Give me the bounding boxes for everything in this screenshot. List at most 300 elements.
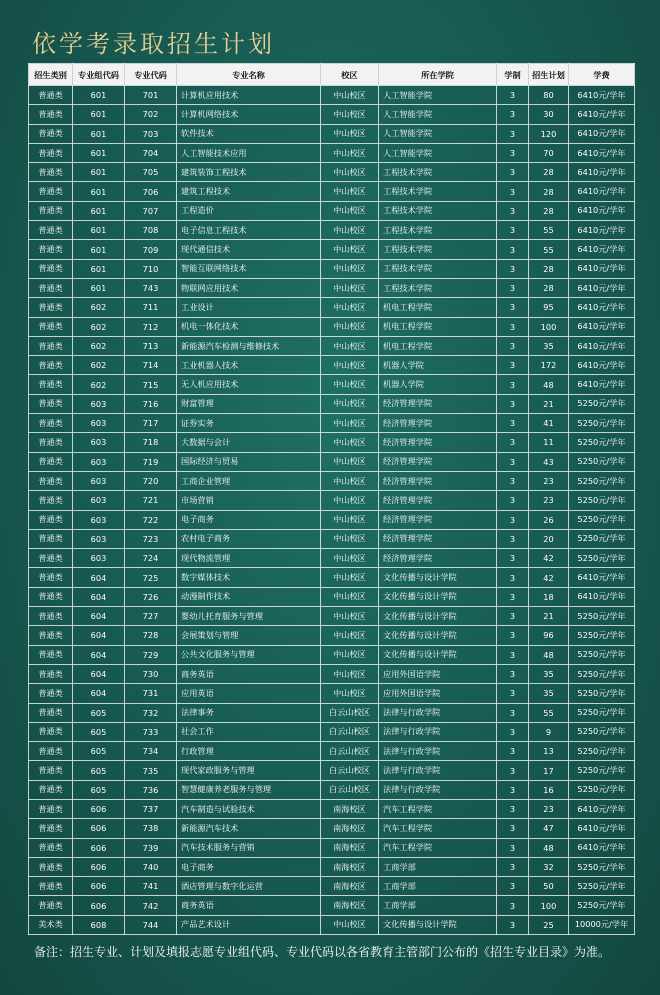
- cell-category: 普通类: [29, 780, 73, 799]
- footnote: 备注：招生专业、计划及填报志愿专业组代码、专业代码以各省教育主管部门公布的《招生专业目录》为准。: [34, 945, 611, 959]
- cell-tuition: 5250元/学年: [569, 703, 635, 722]
- cell-major-code: 722: [125, 510, 177, 529]
- cell-major-name: 电子商务: [177, 857, 321, 876]
- cell-group-code: 601: [73, 182, 125, 201]
- cell-category: 普通类: [29, 510, 73, 529]
- cell-quota: 25: [529, 915, 569, 934]
- cell-campus: 中山校区: [321, 915, 379, 934]
- cell-duration: 3: [497, 356, 529, 375]
- cell-college: 文化传播与设计学院: [379, 587, 497, 606]
- cell-group-code: 606: [73, 799, 125, 818]
- cell-group-code: 603: [73, 549, 125, 568]
- table-row: [29, 433, 635, 452]
- cell-category: 普通类: [29, 336, 73, 355]
- cell-group-code: 604: [73, 645, 125, 664]
- cell-major-code: 728: [125, 626, 177, 645]
- cell-category: 普通类: [29, 722, 73, 741]
- cell-quota: 23: [529, 491, 569, 510]
- cell-group-code: 603: [73, 394, 125, 413]
- cell-major-code: 739: [125, 838, 177, 857]
- cell-major-code: 706: [125, 182, 177, 201]
- table-row: [29, 259, 635, 278]
- table-row: [29, 645, 635, 664]
- cell-group-code: 601: [73, 86, 125, 105]
- cell-major-name: 建筑工程技术: [177, 182, 321, 201]
- cell-category: 普通类: [29, 182, 73, 201]
- cell-major-name: 公共文化服务与管理: [177, 645, 321, 664]
- cell-college: 工程技术学院: [379, 182, 497, 201]
- cell-group-code: 601: [73, 124, 125, 143]
- table-row: [29, 163, 635, 182]
- cell-tuition: 6410元/学年: [569, 317, 635, 336]
- cell-tuition: 6410元/学年: [569, 105, 635, 124]
- table-row: [29, 278, 635, 297]
- cell-major-code: 709: [125, 240, 177, 259]
- cell-college: 工程技术学院: [379, 221, 497, 240]
- cell-college: 汽车工程学院: [379, 799, 497, 818]
- cell-category: 普通类: [29, 626, 73, 645]
- header-college: 所在学院: [379, 64, 497, 86]
- cell-major-code: 703: [125, 124, 177, 143]
- cell-duration: 3: [497, 240, 529, 259]
- cell-campus: 中山校区: [321, 201, 379, 220]
- table-row: [29, 182, 635, 201]
- cell-group-code: 605: [73, 703, 125, 722]
- cell-college: 文化传播与设计学院: [379, 626, 497, 645]
- cell-college: 经济管理学院: [379, 394, 497, 413]
- cell-college: 汽车工程学院: [379, 819, 497, 838]
- cell-campus: 中山校区: [321, 568, 379, 587]
- cell-major-name: 商务英语: [177, 664, 321, 683]
- cell-quota: 13: [529, 742, 569, 761]
- cell-major-code: 718: [125, 433, 177, 452]
- cell-campus: 白云山校区: [321, 742, 379, 761]
- cell-major-code: 727: [125, 607, 177, 626]
- cell-college: 经济管理学院: [379, 491, 497, 510]
- cell-duration: 3: [497, 163, 529, 182]
- cell-quota: 35: [529, 336, 569, 355]
- cell-duration: 3: [497, 298, 529, 317]
- cell-college: 汽车工程学院: [379, 838, 497, 857]
- table-row: [29, 394, 635, 413]
- cell-category: 普通类: [29, 819, 73, 838]
- cell-major-name: 汽车技术服务与营销: [177, 838, 321, 857]
- cell-duration: 3: [497, 722, 529, 741]
- cell-category: 普通类: [29, 433, 73, 452]
- cell-category: 普通类: [29, 703, 73, 722]
- table-row: [29, 742, 635, 761]
- cell-duration: 3: [497, 529, 529, 548]
- cell-major-name: 机电一体化技术: [177, 317, 321, 336]
- cell-major-name: 财富管理: [177, 394, 321, 413]
- cell-college: 经济管理学院: [379, 549, 497, 568]
- cell-quota: 80: [529, 86, 569, 105]
- table-row: [29, 471, 635, 490]
- cell-category: 普通类: [29, 857, 73, 876]
- cell-quota: 41: [529, 414, 569, 433]
- cell-duration: 3: [497, 510, 529, 529]
- cell-major-name: 国际经济与贸易: [177, 452, 321, 471]
- cell-tuition: 5250元/学年: [569, 471, 635, 490]
- cell-quota: 28: [529, 259, 569, 278]
- cell-major-code: 733: [125, 722, 177, 741]
- cell-major-code: 711: [125, 298, 177, 317]
- cell-major-name: 软件技术: [177, 124, 321, 143]
- cell-category: 普通类: [29, 877, 73, 896]
- cell-major-code: 712: [125, 317, 177, 336]
- cell-duration: 3: [497, 278, 529, 297]
- cell-campus: 中山校区: [321, 645, 379, 664]
- cell-group-code: 604: [73, 664, 125, 683]
- cell-duration: 3: [497, 587, 529, 606]
- cell-campus: 中山校区: [321, 259, 379, 278]
- cell-tuition: 6410元/学年: [569, 124, 635, 143]
- cell-campus: 中山校区: [321, 124, 379, 143]
- cell-major-name: 现代物流管理: [177, 549, 321, 568]
- cell-duration: 3: [497, 201, 529, 220]
- cell-group-code: 606: [73, 896, 125, 915]
- cell-major-code: 707: [125, 201, 177, 220]
- cell-major-name: 新能源汽车检测与维修技术: [177, 336, 321, 355]
- cell-tuition: 5250元/学年: [569, 491, 635, 510]
- cell-major-name: 工业机器人技术: [177, 356, 321, 375]
- table-row: [29, 510, 635, 529]
- cell-duration: 3: [497, 684, 529, 703]
- cell-major-name: 市场营销: [177, 491, 321, 510]
- enrollment-plan-table: [28, 63, 634, 935]
- cell-campus: 南海校区: [321, 896, 379, 915]
- cell-major-code: 743: [125, 278, 177, 297]
- table-row: [29, 317, 635, 336]
- cell-quota: 48: [529, 375, 569, 394]
- cell-duration: 3: [497, 761, 529, 780]
- cell-major-name: 婴幼儿托育服务与管理: [177, 607, 321, 626]
- cell-group-code: 601: [73, 278, 125, 297]
- cell-college: 工程技术学院: [379, 201, 497, 220]
- cell-quota: 42: [529, 568, 569, 587]
- cell-college: 法律与行政学院: [379, 742, 497, 761]
- cell-tuition: 6410元/学年: [569, 587, 635, 606]
- cell-tuition: 5250元/学年: [569, 529, 635, 548]
- cell-tuition: 5250元/学年: [569, 664, 635, 683]
- cell-tuition: 5250元/学年: [569, 742, 635, 761]
- cell-quota: 55: [529, 221, 569, 240]
- cell-tuition: 6410元/学年: [569, 819, 635, 838]
- table-row: [29, 896, 635, 915]
- cell-tuition: 6410元/学年: [569, 799, 635, 818]
- cell-category: 普通类: [29, 317, 73, 336]
- cell-major-code: 715: [125, 375, 177, 394]
- table-row: [29, 664, 635, 683]
- cell-category: 普通类: [29, 761, 73, 780]
- cell-college: 机电工程学院: [379, 317, 497, 336]
- cell-college: 机电工程学院: [379, 336, 497, 355]
- cell-category: 普通类: [29, 529, 73, 548]
- cell-duration: 3: [497, 414, 529, 433]
- cell-campus: 南海校区: [321, 877, 379, 896]
- cell-category: 普通类: [29, 124, 73, 143]
- cell-quota: 48: [529, 645, 569, 664]
- cell-group-code: 603: [73, 433, 125, 452]
- cell-campus: 中山校区: [321, 105, 379, 124]
- cell-major-name: 计算机网络技术: [177, 105, 321, 124]
- table-row: [29, 549, 635, 568]
- cell-college: 人工智能学院: [379, 105, 497, 124]
- cell-major-code: 708: [125, 221, 177, 240]
- cell-major-code: 713: [125, 336, 177, 355]
- cell-major-code: 744: [125, 915, 177, 934]
- cell-duration: 3: [497, 86, 529, 105]
- cell-category: 普通类: [29, 684, 73, 703]
- cell-major-code: 704: [125, 143, 177, 162]
- cell-duration: 3: [497, 703, 529, 722]
- cell-major-name: 新能源汽车技术: [177, 819, 321, 838]
- cell-major-name: 数字媒体技术: [177, 568, 321, 587]
- cell-quota: 32: [529, 857, 569, 876]
- table-row: [29, 356, 635, 375]
- cell-major-name: 工商企业管理: [177, 471, 321, 490]
- cell-duration: 3: [497, 607, 529, 626]
- table-row: [29, 626, 635, 645]
- cell-major-name: 法律事务: [177, 703, 321, 722]
- cell-tuition: 5250元/学年: [569, 510, 635, 529]
- cell-group-code: 606: [73, 877, 125, 896]
- cell-major-name: 商务英语: [177, 896, 321, 915]
- table-row: [29, 857, 635, 876]
- cell-campus: 中山校区: [321, 240, 379, 259]
- cell-college: 经济管理学院: [379, 414, 497, 433]
- cell-tuition: 6410元/学年: [569, 336, 635, 355]
- cell-campus: 中山校区: [321, 221, 379, 240]
- cell-campus: 中山校区: [321, 684, 379, 703]
- cell-college: 人工智能学院: [379, 143, 497, 162]
- cell-tuition: 6410元/学年: [569, 298, 635, 317]
- cell-quota: 17: [529, 761, 569, 780]
- cell-tuition: 5250元/学年: [569, 761, 635, 780]
- cell-category: 普通类: [29, 664, 73, 683]
- cell-quota: 28: [529, 163, 569, 182]
- table-header-row: [29, 64, 635, 86]
- cell-college: 工商学部: [379, 877, 497, 896]
- header-category: 招生类别: [29, 64, 73, 86]
- cell-major-code: 734: [125, 742, 177, 761]
- cell-category: 普通类: [29, 298, 73, 317]
- header-major-name: 专业名称: [177, 64, 321, 86]
- cell-major-name: 汽车制造与试验技术: [177, 799, 321, 818]
- cell-group-code: 603: [73, 491, 125, 510]
- cell-major-name: 工业设计: [177, 298, 321, 317]
- cell-major-code: 735: [125, 761, 177, 780]
- cell-group-code: 602: [73, 356, 125, 375]
- cell-group-code: 601: [73, 221, 125, 240]
- cell-college: 经济管理学院: [379, 471, 497, 490]
- cell-major-code: 738: [125, 819, 177, 838]
- cell-major-code: 736: [125, 780, 177, 799]
- cell-tuition: 5250元/学年: [569, 452, 635, 471]
- cell-major-code: 737: [125, 799, 177, 818]
- cell-major-name: 人工智能技术应用: [177, 143, 321, 162]
- cell-college: 经济管理学院: [379, 433, 497, 452]
- cell-major-name: 大数据与会计: [177, 433, 321, 452]
- table-row: [29, 86, 635, 105]
- table-row: [29, 105, 635, 124]
- cell-college: 文化传播与设计学院: [379, 607, 497, 626]
- cell-tuition: 6410元/学年: [569, 838, 635, 857]
- cell-tuition: 5250元/学年: [569, 896, 635, 915]
- cell-college: 机器人学院: [379, 356, 497, 375]
- table-row: [29, 124, 635, 143]
- cell-category: 普通类: [29, 838, 73, 857]
- cell-major-code: 719: [125, 452, 177, 471]
- cell-quota: 28: [529, 182, 569, 201]
- cell-category: 普通类: [29, 587, 73, 606]
- table-row: [29, 491, 635, 510]
- table-row: [29, 684, 635, 703]
- cell-group-code: 601: [73, 163, 125, 182]
- cell-campus: 中山校区: [321, 607, 379, 626]
- cell-tuition: 6410元/学年: [569, 356, 635, 375]
- cell-duration: 3: [497, 819, 529, 838]
- cell-duration: 3: [497, 452, 529, 471]
- cell-group-code: 602: [73, 336, 125, 355]
- cell-category: 普通类: [29, 278, 73, 297]
- table-row: [29, 703, 635, 722]
- cell-major-name: 社会工作: [177, 722, 321, 741]
- cell-quota: 23: [529, 799, 569, 818]
- cell-group-code: 604: [73, 607, 125, 626]
- cell-category: 普通类: [29, 143, 73, 162]
- cell-tuition: 5250元/学年: [569, 549, 635, 568]
- table-row: [29, 877, 635, 896]
- cell-duration: 3: [497, 433, 529, 452]
- cell-campus: 中山校区: [321, 356, 379, 375]
- cell-campus: 南海校区: [321, 799, 379, 818]
- cell-major-code: 710: [125, 259, 177, 278]
- cell-duration: 3: [497, 799, 529, 818]
- table-row: [29, 240, 635, 259]
- cell-group-code: 608: [73, 915, 125, 934]
- cell-major-name: 现代家政服务与管理: [177, 761, 321, 780]
- cell-major-code: 729: [125, 645, 177, 664]
- cell-group-code: 606: [73, 857, 125, 876]
- cell-quota: 35: [529, 684, 569, 703]
- cell-group-code: 601: [73, 240, 125, 259]
- table-row: [29, 780, 635, 799]
- cell-category: 普通类: [29, 645, 73, 664]
- cell-quota: 30: [529, 105, 569, 124]
- cell-group-code: 604: [73, 568, 125, 587]
- page-title: 依学考录取招生计划: [32, 30, 275, 58]
- cell-campus: 白云山校区: [321, 780, 379, 799]
- cell-category: 普通类: [29, 568, 73, 587]
- cell-major-code: 720: [125, 471, 177, 490]
- cell-quota: 21: [529, 394, 569, 413]
- table-row: [29, 587, 635, 606]
- cell-duration: 3: [497, 375, 529, 394]
- cell-group-code: 604: [73, 587, 125, 606]
- cell-duration: 3: [497, 877, 529, 896]
- cell-duration: 3: [497, 143, 529, 162]
- cell-category: 普通类: [29, 105, 73, 124]
- cell-campus: 中山校区: [321, 626, 379, 645]
- table-body: [29, 86, 635, 935]
- cell-quota: 35: [529, 664, 569, 683]
- table-row: [29, 722, 635, 741]
- cell-tuition: 5250元/学年: [569, 433, 635, 452]
- cell-major-code: 730: [125, 664, 177, 683]
- cell-group-code: 601: [73, 259, 125, 278]
- cell-campus: 中山校区: [321, 375, 379, 394]
- table-row: [29, 336, 635, 355]
- cell-tuition: 5250元/学年: [569, 414, 635, 433]
- cell-category: 普通类: [29, 471, 73, 490]
- cell-quota: 70: [529, 143, 569, 162]
- cell-group-code: 604: [73, 684, 125, 703]
- cell-duration: 3: [497, 645, 529, 664]
- cell-category: 普通类: [29, 221, 73, 240]
- cell-duration: 3: [497, 780, 529, 799]
- cell-duration: 3: [497, 471, 529, 490]
- cell-category: 普通类: [29, 549, 73, 568]
- cell-group-code: 601: [73, 201, 125, 220]
- cell-major-name: 工程造价: [177, 201, 321, 220]
- cell-college: 应用外国语学院: [379, 664, 497, 683]
- cell-major-name: 现代通信技术: [177, 240, 321, 259]
- cell-college: 机器人学院: [379, 375, 497, 394]
- cell-tuition: 6410元/学年: [569, 182, 635, 201]
- cell-duration: 3: [497, 568, 529, 587]
- cell-college: 法律与行政学院: [379, 722, 497, 741]
- cell-group-code: 605: [73, 722, 125, 741]
- cell-college: 工商学部: [379, 896, 497, 915]
- cell-college: 工程技术学院: [379, 259, 497, 278]
- cell-duration: 3: [497, 838, 529, 857]
- cell-campus: 中山校区: [321, 278, 379, 297]
- cell-quota: 55: [529, 703, 569, 722]
- cell-major-name: 行政管理: [177, 742, 321, 761]
- cell-major-code: 724: [125, 549, 177, 568]
- cell-tuition: 5250元/学年: [569, 684, 635, 703]
- cell-college: 经济管理学院: [379, 529, 497, 548]
- cell-college: 文化传播与设计学院: [379, 645, 497, 664]
- cell-duration: 3: [497, 915, 529, 934]
- cell-campus: 中山校区: [321, 471, 379, 490]
- cell-tuition: 5250元/学年: [569, 877, 635, 896]
- table-row: [29, 607, 635, 626]
- cell-category: 普通类: [29, 259, 73, 278]
- cell-college: 法律与行政学院: [379, 780, 497, 799]
- cell-group-code: 603: [73, 529, 125, 548]
- header-tuition: 学费: [569, 64, 635, 86]
- cell-quota: 9: [529, 722, 569, 741]
- cell-group-code: 604: [73, 626, 125, 645]
- cell-duration: 3: [497, 742, 529, 761]
- cell-tuition: 5250元/学年: [569, 645, 635, 664]
- cell-college: 经济管理学院: [379, 510, 497, 529]
- cell-duration: 3: [497, 857, 529, 876]
- cell-major-code: 723: [125, 529, 177, 548]
- cell-duration: 3: [497, 317, 529, 336]
- cell-group-code: 606: [73, 838, 125, 857]
- cell-major-name: 动漫制作技术: [177, 587, 321, 606]
- cell-category: 美术类: [29, 915, 73, 934]
- header-campus: 校区: [321, 64, 379, 86]
- cell-quota: 43: [529, 452, 569, 471]
- cell-quota: 26: [529, 510, 569, 529]
- table-row: [29, 452, 635, 471]
- cell-tuition: 6410元/学年: [569, 240, 635, 259]
- cell-category: 普通类: [29, 607, 73, 626]
